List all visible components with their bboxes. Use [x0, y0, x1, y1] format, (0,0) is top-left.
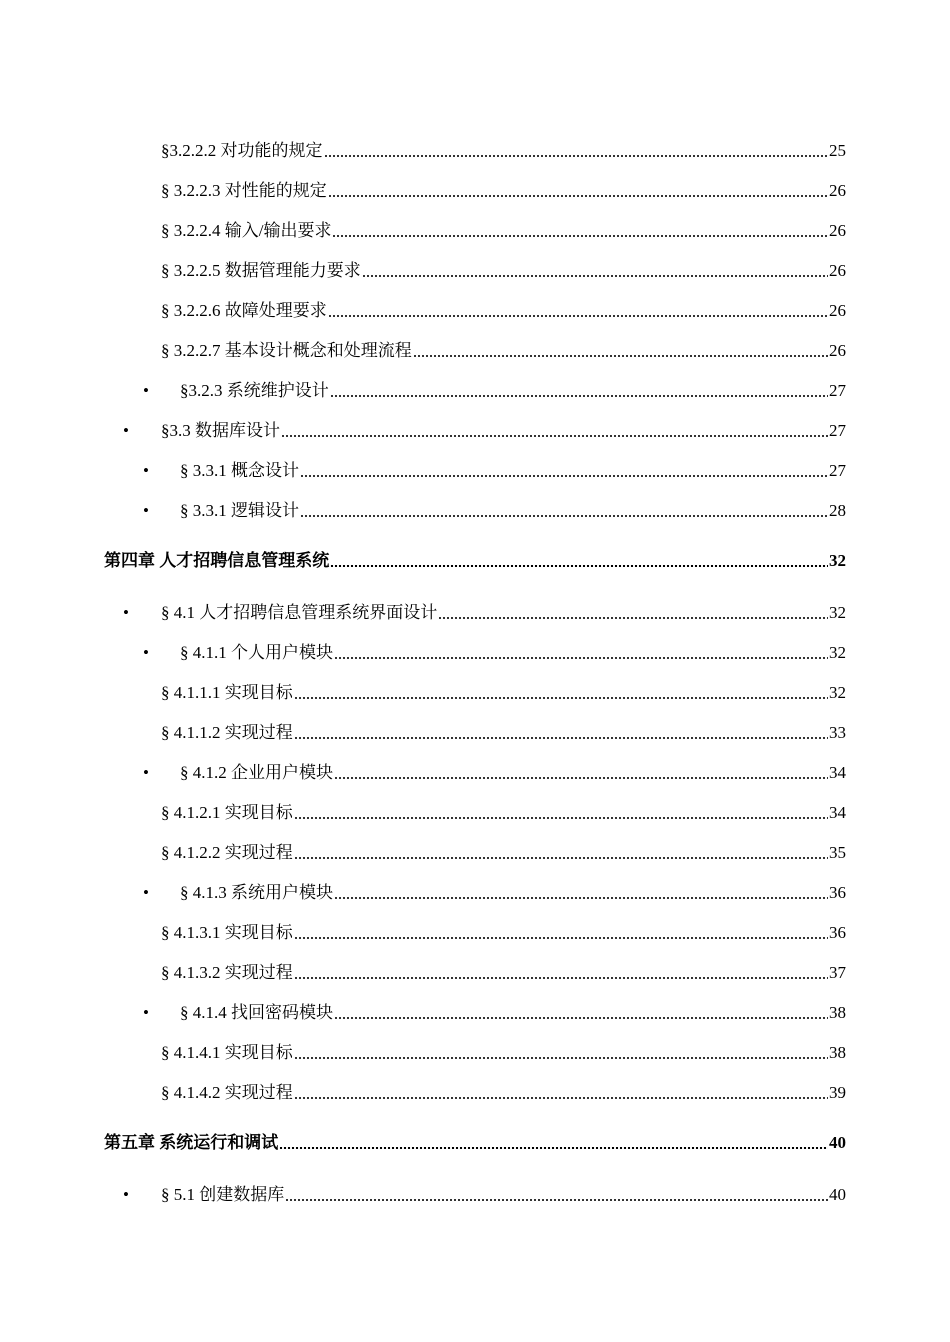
toc-entry-title: § 4.1.1.2 实现过程 [161, 723, 293, 742]
toc-page-number: 39 [829, 1083, 846, 1102]
toc-page-number: 32 [829, 551, 846, 570]
dot-leader [334, 1017, 828, 1019]
dot-leader [294, 977, 828, 979]
toc-entry[interactable] [161, 919, 846, 943]
toc-entry-title: § 3.3.1 逻辑设计 [180, 501, 299, 520]
toc-entry-title: § 3.2.2.5 数据管理能力要求 [161, 261, 361, 280]
toc-entry[interactable] [161, 337, 846, 361]
toc-entry-title: 第五章 系统运行和调试 [104, 1133, 279, 1152]
toc-entry-title: § 4.1.4 找回密码模块 [180, 1003, 333, 1022]
toc-entry-title: § 4.1.3 系统用户模块 [180, 883, 333, 902]
dot-leader [294, 737, 828, 739]
bullet-glyph: • [143, 461, 149, 480]
bullet-glyph: • [123, 603, 129, 622]
toc-entry-title: § 4.1.1.1 实现目标 [161, 683, 293, 702]
toc-page-number: 26 [829, 261, 846, 280]
toc-entry[interactable] [161, 599, 846, 623]
bullet-glyph: • [143, 1003, 149, 1022]
toc-entry[interactable] [180, 879, 846, 903]
toc-page-number: 32 [829, 603, 846, 622]
toc-entry[interactable] [161, 1079, 846, 1103]
toc-page-number: 36 [829, 923, 846, 942]
bullet-glyph: • [143, 763, 149, 782]
toc-entry-title: 第四章 人才招聘信息管理系统 [104, 551, 330, 570]
bullet-glyph: • [123, 421, 129, 440]
bullet-glyph: • [143, 501, 149, 520]
toc-page-number: 33 [829, 723, 846, 742]
toc-chapter-entry[interactable] [104, 1129, 846, 1153]
dot-leader [281, 435, 828, 437]
toc-entry-title: § 4.1.4.2 实现过程 [161, 1083, 293, 1102]
toc-entry-title: § 4.1.1 个人用户模块 [180, 643, 333, 662]
toc-entry[interactable] [180, 497, 846, 521]
dot-leader [300, 475, 828, 477]
toc-entry-title: § 3.2.2.3 对性能的规定 [161, 181, 327, 200]
toc-page-number: 26 [829, 301, 846, 320]
toc-entry-title: § 4.1.2 企业用户模块 [180, 763, 333, 782]
toc-entry[interactable] [161, 177, 846, 201]
toc-page-number: 38 [829, 1003, 846, 1022]
toc-page-number: 26 [829, 341, 846, 360]
dot-leader [285, 1199, 828, 1201]
dot-leader [330, 395, 828, 397]
toc-entry[interactable] [161, 959, 846, 983]
toc-page-number: 37 [829, 963, 846, 982]
dot-leader [300, 515, 828, 517]
dot-leader [328, 195, 828, 197]
bullet-glyph: • [143, 883, 149, 902]
toc-entry-title: § 3.2.2.4 输入/输出要求 [161, 221, 332, 240]
toc-entry-title: § 3.2.2.7 基本设计概念和处理流程 [161, 341, 412, 360]
toc-entry[interactable] [161, 1039, 846, 1063]
dot-leader [324, 155, 829, 157]
toc-entry[interactable] [161, 417, 846, 441]
toc-entry[interactable] [161, 257, 846, 281]
toc-page-number: 32 [829, 683, 846, 702]
toc-entry[interactable] [180, 759, 846, 783]
bullet-glyph: • [143, 643, 149, 662]
dot-leader [294, 937, 828, 939]
toc-entry[interactable] [161, 137, 846, 161]
toc-entry-title: §3.2.2.2 对功能的规定 [161, 141, 323, 160]
dot-leader [294, 1057, 828, 1059]
toc-page-number: 27 [829, 461, 846, 480]
dot-leader [294, 697, 828, 699]
dot-leader [294, 1097, 828, 1099]
toc-page-number: 36 [829, 883, 846, 902]
toc-entry[interactable] [180, 377, 846, 401]
toc-page-number: 40 [829, 1133, 846, 1152]
toc-entry[interactable] [180, 639, 846, 663]
dot-leader [334, 657, 828, 659]
toc-page-number: 40 [829, 1185, 846, 1204]
dot-leader [413, 355, 828, 357]
dot-leader [334, 777, 828, 779]
toc-page-number: 27 [829, 421, 846, 440]
dot-leader [330, 565, 828, 567]
toc-page-number: 34 [829, 803, 846, 822]
dot-leader [279, 1147, 828, 1149]
toc-entry-title: § 4.1.3.2 实现过程 [161, 963, 293, 982]
toc-entry-title: § 3.2.2.6 故障处理要求 [161, 301, 327, 320]
toc-entry-title: § 4.1.2.2 实现过程 [161, 843, 293, 862]
toc-page-number: 26 [829, 221, 846, 240]
toc-entry-title: § 5.1 创建数据库 [161, 1185, 285, 1204]
toc-page-number: 26 [829, 181, 846, 200]
toc-entry-title: § 3.3.1 概念设计 [180, 461, 299, 480]
toc-page-number: 34 [829, 763, 846, 782]
toc-entry[interactable] [161, 297, 846, 321]
dot-leader [294, 857, 828, 859]
toc-page-number: 35 [829, 843, 846, 862]
toc-entry-title: § 4.1.3.1 实现目标 [161, 923, 293, 942]
toc-entry-title: § 4.1.2.1 实现目标 [161, 803, 293, 822]
dot-leader [328, 315, 828, 317]
toc-entry[interactable] [161, 839, 846, 863]
toc-entry-title: §3.3 数据库设计 [161, 421, 280, 440]
toc-page-number: 28 [829, 501, 846, 520]
toc-entry[interactable] [161, 1181, 846, 1205]
toc-page-number: 27 [829, 381, 846, 400]
toc-entry[interactable] [161, 719, 846, 743]
bullet-glyph: • [123, 1185, 129, 1204]
toc-entry[interactable] [161, 217, 846, 241]
dot-leader [294, 817, 828, 819]
toc-entry-title: §3.2.3 系统维护设计 [180, 381, 329, 400]
toc-page-number: 25 [829, 141, 846, 160]
toc-entry-title: § 4.1 人才招聘信息管理系统界面设计 [161, 603, 438, 622]
dot-leader [332, 235, 828, 237]
dot-leader [438, 617, 828, 619]
dot-leader [362, 275, 828, 277]
toc-entry[interactable] [161, 799, 846, 823]
toc-page-number: 32 [829, 643, 846, 662]
bullet-glyph: • [143, 381, 149, 400]
dot-leader [334, 897, 828, 899]
toc-chapter-entry[interactable] [104, 547, 846, 571]
toc-entry[interactable] [180, 457, 846, 481]
toc-entry[interactable] [161, 679, 846, 703]
toc-page-number: 38 [829, 1043, 846, 1062]
toc-entry-title: § 4.1.4.1 实现目标 [161, 1043, 293, 1062]
toc-entry[interactable] [180, 999, 846, 1023]
